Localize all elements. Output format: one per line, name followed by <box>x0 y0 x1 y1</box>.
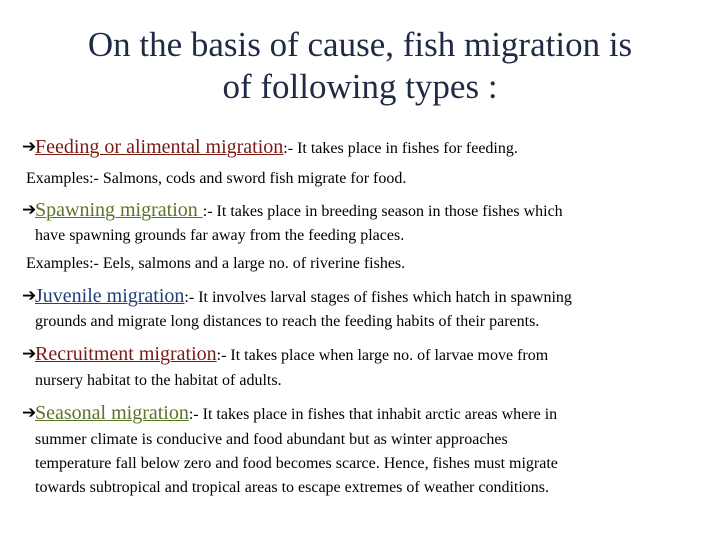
examples-text: Examples:- Eels, salmons and a large no. of riverine fishes. <box>26 255 406 272</box>
slide-title-line-2: of following types : <box>222 67 498 106</box>
bullet-heading <box>35 344 548 366</box>
separator: :- <box>202 203 213 220</box>
bullet-heading <box>35 200 563 222</box>
migration-term: Recruitment migration <box>35 343 217 365</box>
arrow-bullet-icon: ➔ <box>22 403 37 423</box>
arrow-bullet-icon: ➔ <box>22 286 37 306</box>
arrow-bullet-icon: ➔ <box>22 344 37 364</box>
description-continued: have spawning grounds far away from the feeding places. <box>35 227 405 244</box>
bullet-heading <box>35 403 557 425</box>
separator: :- <box>216 347 227 364</box>
arrow-bullet-icon: ➔ <box>22 200 37 220</box>
description-continued: nursery habitat to the habitat of adults. <box>35 372 282 389</box>
description-continued: summer climate is conducive and food abundant but as winter approaches <box>35 431 508 448</box>
migration-term: Spawning migration <box>35 199 203 221</box>
slide-title-line-1: On the basis of cause, fish migration is <box>87 25 633 64</box>
examples-text: Examples:- Salmons, cods and sword fish migrate for food. <box>26 170 407 187</box>
description-continued: grounds and migrate long distances to reach the feeding habits of their parents. <box>35 313 540 330</box>
description: It takes place in fishes for feeding. <box>293 140 518 157</box>
description: It takes place in fishes that inhabit arctic areas where in <box>198 406 558 423</box>
arrow-bullet-icon: ➔ <box>22 137 37 157</box>
slide-title <box>0 24 720 108</box>
description: It takes place when large no. of larvae move from <box>226 347 549 364</box>
description: It involves larval stages of fishes which hatch in spawning <box>194 289 572 306</box>
bullet-heading <box>35 137 518 159</box>
description: It takes place in breeding season in those fishes which <box>212 203 563 220</box>
migration-term: Juvenile migration <box>35 285 185 307</box>
migration-term: Feeding or alimental migration <box>35 136 284 158</box>
separator: :- <box>188 406 199 423</box>
description-continued: towards subtropical and tropical areas to escape extremes of weather conditions. <box>35 479 550 496</box>
migration-term: Seasonal migration <box>35 402 189 424</box>
bullet-heading <box>35 286 572 308</box>
separator: :- <box>184 289 195 306</box>
description-continued: temperature fall below zero and food becomes scarce. Hence, fishes must migrate <box>35 455 558 472</box>
separator: :- <box>283 140 294 157</box>
